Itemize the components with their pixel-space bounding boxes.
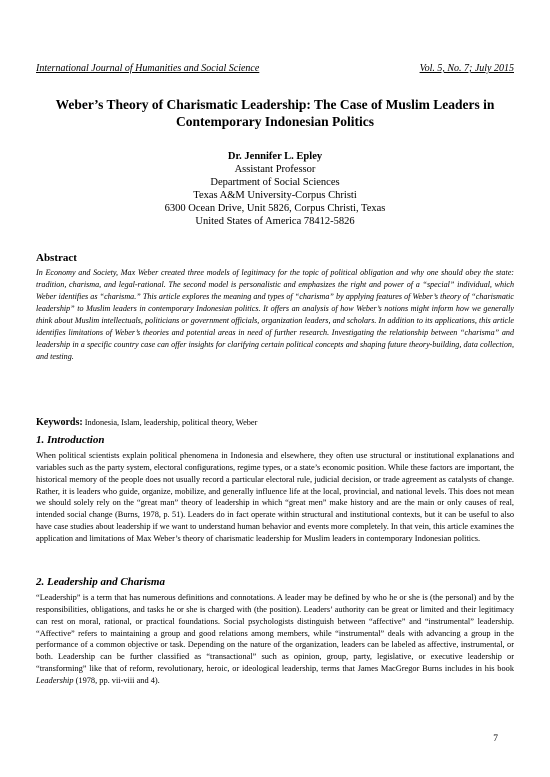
running-head	[36, 63, 514, 74]
leadership-text-part-1: “Leadership” is a term that has numerous definitions and connotations. A leader may be defined by who he or she is (the personal) and by the responsibilities, obligations, and tasks he or she is charged with (the position). Leaders’ authority can be great or limited and their legitimacy can rest on moral, rational, or practical foundations. Social psychologists distinguish between “affective” and “instrumental” leadership. “Affective” refers to maintaining a group and good relations among members, while “instrumental” deals with advancing a group in the performance of a common objective or task. Depending on the nature of the organization, leaders can be labeled as affective, instrumental, or both. Leadership can be further classified as “transactional” such as opinion, group, party, legislative, or executive leadership or “transforming” like that of reform, revolutionary, heroic, or ideological leadership, terms that James MacGregor Burns includes in his book	[36, 593, 514, 674]
author-department: Department of Social Sciences	[210, 177, 340, 188]
author-university: Texas A&M University-Corpus Christi	[193, 190, 357, 201]
leadership-text-part-2: (1978, pp. vii-viii and 4).	[73, 675, 160, 685]
abstract-heading: Abstract	[36, 252, 77, 264]
author-block	[36, 150, 514, 228]
keywords	[36, 417, 514, 428]
author-position: Assistant Professor	[234, 164, 316, 175]
keywords-label: Keywords:	[36, 417, 83, 428]
page-number: 7	[493, 734, 498, 744]
journal-name: International Journal of Humanities and Social Science	[36, 63, 260, 74]
section-heading-leadership: 2. Leadership and Charisma	[36, 576, 165, 588]
title-line-2: Contemporary Indonesian Politics	[175, 114, 374, 129]
abstract-text: In Economy and Society, Max Weber created three models of legitimacy for the topic of political obligation and why one should obey the state: tradition, charisma, and legal-rational. The second model is personalistic and emphasizes the right and power of a “special” individual, which Weber identifies as “charisma.” This article explores the meaning and types of “charisma” by applying features of Weber’s theory of “charismatic leadership” to Muslim leaders in contemporary Indonesian politics. It offers an analysis of how Weber’s notions might inform how we generally think about Muslim intellectuals, politicians or government officials, organization leaders, and scholars. In addition to its applications, this article identifies limitations of Weber’s theories and potential areas in need of further research. Investigating the relationship between “charisma” and leadership in a specific country case can offer insights for clarifying certain political concepts and shaping future theory-building, data collection, and testing.	[36, 268, 514, 361]
author-name: Dr. Jennifer L. Epley	[227, 151, 323, 162]
introduction-paragraph: When political scientists explain political phenomena in Indonesia and elsewhere, they often use structural or institutional explanations and variables such as the party system, electoral configurations, regime types, or a state’s economic position. While these factors are important, the historical memory of the people does not usually record a particular electoral rule, judicial decision, or trade agreement as catalysts of change. Rather, it is leaders who guide, organize, mobilize, and generally influence life at the local, provincial, and national levels. This does not mean we should solely rely on the “great man” theory of leadership in which “great men” make history and are the main or only causes of real, intended social change (Burns, 1978, p. 51). Leaders do in fact operate within structural and institutional contexts, but it can be useful to also have case studies about leadership if we want to understand human behavior and events more completely. In that vein, this article examines the application and limitations of Max Weber’s theory of charismatic leadership for Muslim leaders in contemporary Indonesian politics.	[36, 451, 514, 543]
book-title: Leadership	[36, 675, 74, 685]
leadership-paragraph	[36, 592, 514, 687]
keywords-text: Indonesia, Islam, leadership, political theory, Weber	[84, 418, 258, 427]
paper-title	[36, 96, 514, 130]
title-line-1: Weber’s Theory of Charismatic Leadership: The Case of Muslim Leaders in	[55, 97, 495, 112]
author-country: United States of America 78412-5826	[195, 216, 355, 227]
section-heading-introduction: 1. Introduction	[36, 434, 105, 446]
issue-info: Vol. 5, No. 7; July 2015	[419, 63, 514, 74]
author-address: 6300 Ocean Drive, Unit 5826, Corpus Christi, Texas	[164, 203, 386, 214]
